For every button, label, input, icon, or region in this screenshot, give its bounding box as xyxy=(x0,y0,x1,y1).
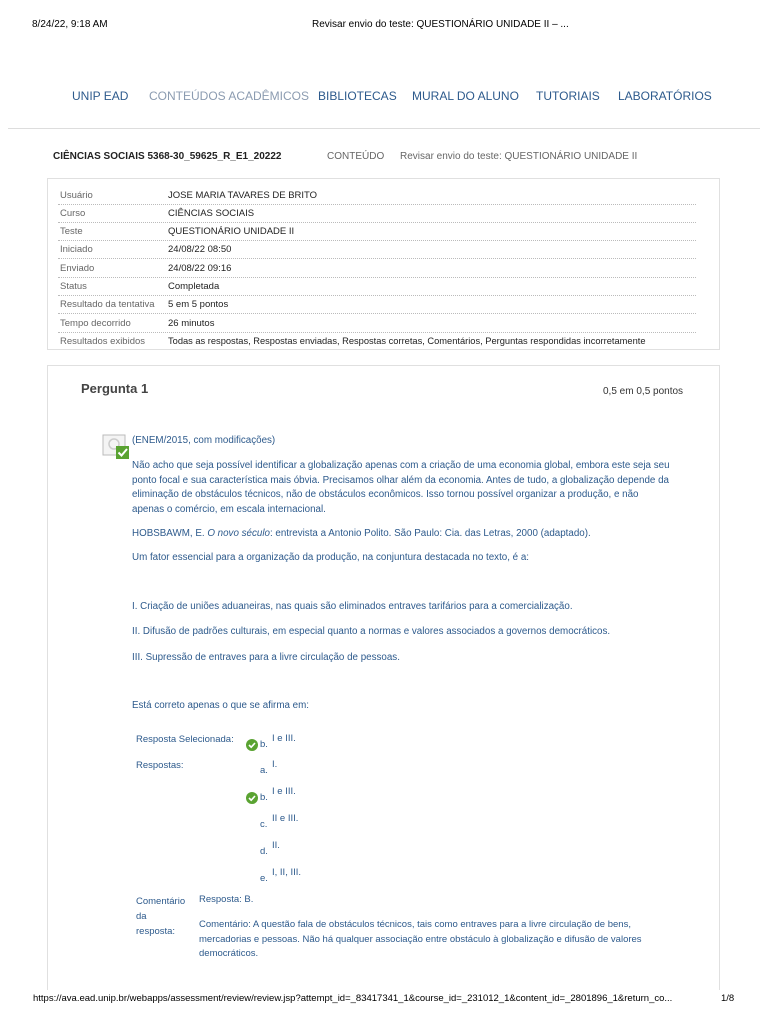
question-points: 0,5 em 0,5 pontos xyxy=(603,386,684,397)
print-datetime: 8/24/22, 9:18 AM xyxy=(32,19,108,30)
info-row xyxy=(58,204,696,223)
comment-label-line: Comentário xyxy=(136,896,186,907)
info-key: Teste xyxy=(60,226,83,237)
option-letter: a. xyxy=(260,765,268,776)
statement-3: III. Supressão de entraves para a livre circulação de pessoas. xyxy=(132,652,400,663)
print-page-number: 1/8 xyxy=(721,993,735,1004)
print-url: https://ava.ead.unip.br/webapps/assessment/review/review.jsp?attempt_id=_83417341_1&course_id=_231012_1&content_id=_2801896_1&return_co... xyxy=(33,993,673,1004)
statement-2: II. Difusão de padrões culturais, em especial quanto a normas e valores associados a governos democráticos. xyxy=(132,626,611,637)
comment-label xyxy=(136,894,185,939)
question-passage: Não acho que seja possível identificar a globalização apenas com a criação de uma economia global, embora este seja seu ponto focal e sua característica mais óbvia. Precisamos olhar além da economia. Antes de tudo, a globalização depende da eliminação de obstáculos técnicos, não de obstáculos econômicos. Isso tornou possível organizar a produção, e não apenas o comércio, em escala internacional. xyxy=(132,460,670,515)
info-key: Usuário xyxy=(60,190,93,201)
info-value: 24/08/22 09:16 xyxy=(168,263,232,274)
option-letter: b. xyxy=(260,792,268,803)
info-value: Todas as respostas, Respostas enviadas, Respostas corretas, Comentários, Perguntas respondidas incorretamente xyxy=(168,336,646,346)
breadcrumb-current: Revisar envio do teste: QUESTIONÁRIO UNIDADE II xyxy=(400,151,638,162)
option-text: II. xyxy=(272,840,280,851)
nav-tutoriais[interactable]: TUTORIAIS xyxy=(536,89,600,103)
attempt-info-table xyxy=(47,178,720,350)
check-icon xyxy=(246,792,258,804)
info-value: JOSE MARIA TAVARES DE BRITO xyxy=(168,190,318,201)
citation-book: O novo século xyxy=(207,528,270,539)
comment-label-line: da xyxy=(136,911,147,922)
info-value: CIÊNCIAS SOCIAIS xyxy=(168,208,255,219)
nav-laboratorios[interactable]: LABORATÓRIOS xyxy=(618,89,712,103)
option-letter: e. xyxy=(260,873,268,884)
info-row xyxy=(58,314,696,333)
info-key: Resultados exibidos xyxy=(60,336,146,347)
nav-conteudos-academicos[interactable]: CONTEÚDOS ACADÊMICOS xyxy=(149,89,310,103)
info-key: Resultado da tentativa xyxy=(60,299,155,310)
info-row xyxy=(58,240,696,259)
breadcrumb-course[interactable]: CIÊNCIAS SOCIAIS 5368-30_59625_R_E1_20222 xyxy=(53,151,282,162)
info-row xyxy=(58,259,696,278)
check-icon xyxy=(246,739,258,751)
option-text: II e III. xyxy=(272,813,299,824)
info-row xyxy=(58,186,696,205)
option-text: I, II, III. xyxy=(272,867,302,878)
info-value: QUESTIONÁRIO UNIDADE II xyxy=(168,226,295,237)
info-row xyxy=(58,277,696,296)
option-text: I e III. xyxy=(272,733,296,744)
question-ask: Está correto apenas o que se afirma em: xyxy=(132,700,309,711)
option-text: I e III. xyxy=(272,786,296,797)
info-key: Enviado xyxy=(60,263,95,274)
selected-answer-label: Resposta Selecionada: xyxy=(136,734,234,745)
info-key: Iniciado xyxy=(60,244,93,255)
info-value: Completada xyxy=(168,281,220,292)
info-value: 5 em 5 pontos xyxy=(168,299,229,310)
nav-bibliotecas[interactable]: BIBLIOTECAS xyxy=(318,89,397,103)
question-source: (ENEM/2015, com modificações) xyxy=(132,435,276,446)
breadcrumb-section[interactable]: CONTEÚDO xyxy=(327,151,385,162)
comment-label-line: resposta: xyxy=(136,926,176,937)
info-row xyxy=(58,295,696,314)
citation-author: HOBSBAWM, E. xyxy=(132,528,208,539)
info-value: 26 minutos xyxy=(168,318,215,329)
question-citation xyxy=(132,527,672,542)
print-title: Revisar envio do teste: QUESTIONÁRIO UNIDADE II – ... xyxy=(312,19,569,30)
correct-question-icon xyxy=(102,434,130,460)
question-prompt: Um fator essencial para a organização da produção, na conjuntura destacada no texto, é a: xyxy=(132,552,530,563)
comment-text: Comentário: A questão fala de obstáculos técnicos, tais como entraves para a livre circulação de bens, mercadorias e pessoas. Não há qualquer associação entre obstáculo à globalização e difusão de valores democráticos. xyxy=(199,919,642,959)
citation-detail: : entrevista a Antonio Polito. São Paulo: Cia. das Letras, 2000 (adaptado). xyxy=(269,528,591,539)
nav-unip-ead[interactable]: UNIP EAD xyxy=(72,89,129,103)
info-key: Tempo decorrido xyxy=(60,318,131,329)
comment-answer: Resposta: B. xyxy=(199,894,254,905)
nav-mural-do-aluno[interactable]: MURAL DO ALUNO xyxy=(412,89,519,103)
option-letter: b. xyxy=(260,739,268,750)
option-letter: d. xyxy=(260,846,268,857)
info-key: Curso xyxy=(60,208,86,219)
info-key: Status xyxy=(60,281,87,292)
option-text: I. xyxy=(272,759,278,770)
nav-divider xyxy=(8,128,760,129)
statement-1: I. Criação de uniões aduaneiras, nas quais são eliminados entraves tarifários para a comercialização. xyxy=(132,601,573,612)
option-letter: c. xyxy=(260,819,268,830)
answers-label: Respostas: xyxy=(136,760,184,771)
info-row xyxy=(58,222,696,241)
question-title: Pergunta 1 xyxy=(81,381,149,396)
info-value: 24/08/22 08:50 xyxy=(168,244,232,255)
info-row xyxy=(58,332,696,350)
